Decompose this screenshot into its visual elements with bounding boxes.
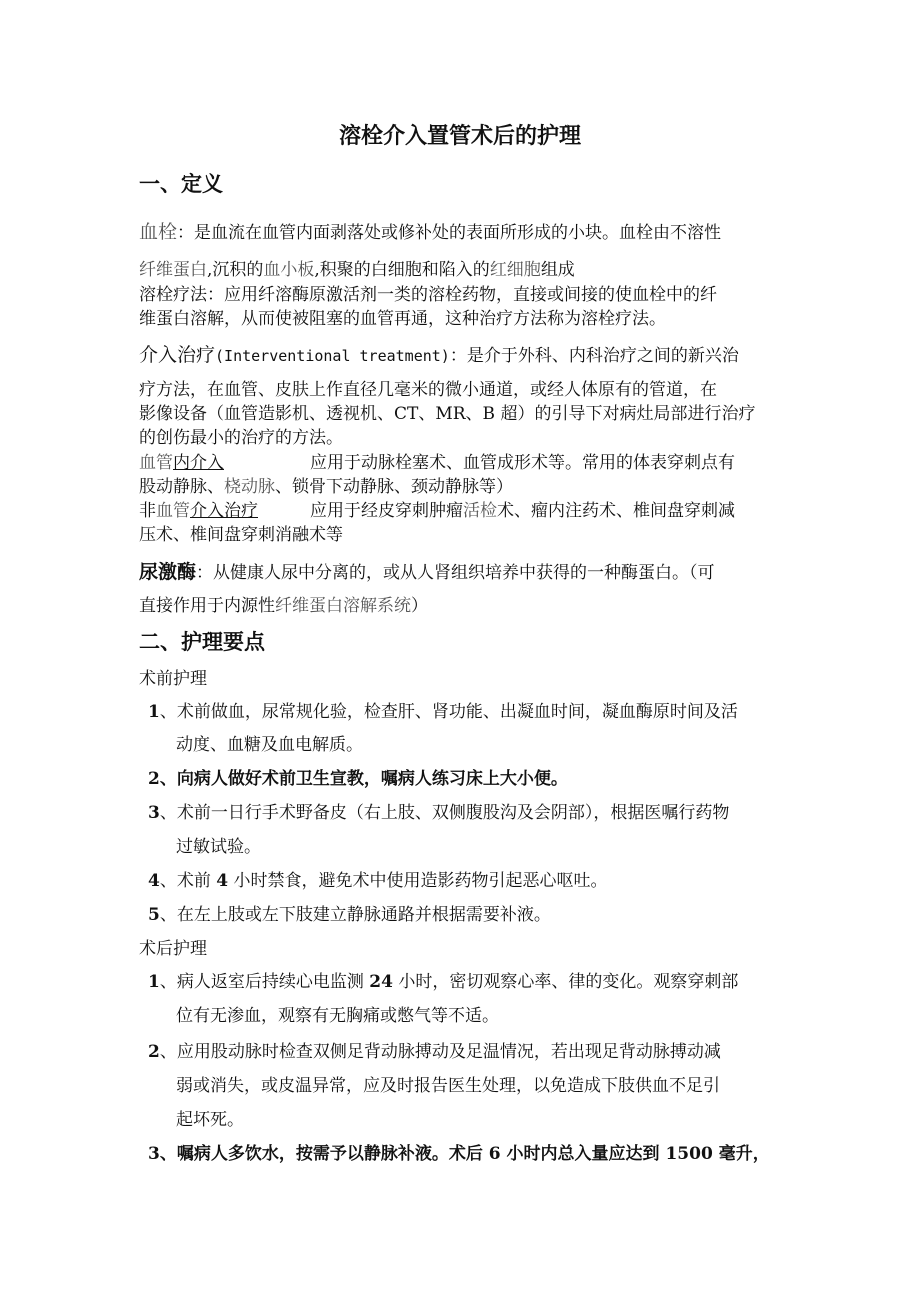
interventional-english: (Interventional treatment) — [215, 347, 450, 365]
term-biopsy: 活检 — [463, 501, 497, 521]
item-number: 3 — [148, 803, 160, 823]
preop-item-4 — [148, 869, 608, 893]
thrombus-definition-line1 — [139, 220, 721, 245]
preop-item-3-cont: 过敏试验。 — [176, 837, 261, 857]
preop-label: 术前护理 — [139, 669, 207, 689]
preop-item-5 — [148, 903, 551, 927]
item-number: 1 — [148, 972, 160, 992]
interventional-line1 — [139, 343, 739, 368]
preop-item-3 — [148, 801, 729, 825]
item-number: 4 — [148, 871, 160, 891]
item-hours: 24 — [369, 972, 393, 992]
thrombus-text-1: ：是血流在血管内面剥落处或修补处的表面所形成的小块。血栓由不溶性 — [177, 223, 722, 243]
term-platelet: 血小板 — [263, 260, 315, 280]
interventional-line3: 影像设备（血管造影机、透视机、CT、MR、B 超）的引导下对病灶局部进行治疗 — [139, 404, 756, 424]
postop-item-2-cont: 弱或消失，或皮温异常，应及时报告医生处理，以免造成下肢供血不足引 — [176, 1076, 720, 1096]
term-radial-artery: 桡动脉 — [224, 477, 275, 497]
postop-label: 术后护理 — [139, 939, 207, 959]
nonvascular-prefix2: 血管 — [156, 501, 190, 521]
item-number: 2 — [148, 1042, 160, 1062]
thrombus-text-2b: ,沉积的 — [207, 260, 264, 280]
item-text: 、术前一日行手术野备皮（右上肢、双侧腹股沟及会阴部），根据医嘱行药物 — [159, 803, 730, 823]
urokinase-text-2c: ） — [411, 596, 428, 616]
thrombolysis-line1: 溶栓疗法：应用纤溶酶原激活剂一类的溶栓药物，直接或间接的使血栓中的纤 — [139, 285, 717, 305]
item-volume: 1500 — [665, 1144, 713, 1164]
item-text: 、应用股动脉时检查双侧足背动脉搏动及足温情况，若出现足背动脉搏动减 — [159, 1042, 721, 1062]
item-number: 2 — [148, 769, 160, 789]
item-text-b: 小时禁食，避免术中使用造影药物引起恶心呕吐。 — [228, 871, 608, 891]
item-number: 5 — [148, 905, 160, 925]
urokinase-text-2a: 直接作用于内源性 — [139, 596, 275, 616]
page-title: 溶栓介入置管术后的护理 — [338, 123, 581, 149]
vascular-text-1: 应用于动脉栓塞术、血管成形术等。常用的体表穿刺点有 — [310, 453, 735, 473]
vascular-text-2c: 、锁骨下动静脉、颈动静脉等） — [275, 477, 513, 497]
urokinase-line1 — [139, 560, 715, 585]
interventional-line2: 疗方法，在血管、皮肤上作直径几毫米的微小通道，或经人体原有的管道，在 — [139, 380, 717, 400]
preop-item-1 — [148, 700, 738, 724]
item-text: 、向病人做好术前卫生宣教，嘱病人练习床上大小便。 — [159, 769, 568, 789]
item-text-c: 毫升， — [712, 1144, 770, 1164]
interventional-text-1: ：是介于外科、内科治疗之间的新兴治 — [449, 346, 739, 366]
postop-item-1-cont: 位有无渗血，观察有无胸痛或憋气等不适。 — [176, 1006, 499, 1026]
postop-item-2 — [148, 1040, 721, 1064]
nonvascular-prefix: 非 — [139, 501, 156, 521]
postop-item-2-cont2: 起坏死。 — [176, 1110, 244, 1130]
postop-item-1 — [148, 970, 738, 994]
postop-item-3 — [148, 1142, 770, 1166]
item-number: 1 — [148, 702, 160, 722]
term-fibrin: 纤维蛋白 — [139, 260, 207, 280]
item-text-b: 小时内总入量应达到 — [500, 1144, 666, 1164]
nonvascular-line1 — [139, 499, 258, 523]
term-fibrinolytic-system: 纤维蛋白溶解系统 — [275, 596, 411, 616]
section2-heading: 二、护理要点 — [139, 629, 265, 654]
item-text-b: 小时，密切观察心率、律的变化。观察穿刺部 — [392, 972, 739, 992]
nonvascular-line2: 压术、椎间盘穿刺消融术等 — [139, 525, 343, 545]
item-text: 、术前 — [159, 871, 217, 891]
item-text: 、病人返室后持续心电监测 — [159, 972, 370, 992]
item-text: 、在左上肢或左下肢建立静脉通路并根据需要补液。 — [159, 905, 551, 925]
vascular-line1 — [139, 451, 241, 475]
item-hours: 4 — [216, 871, 229, 891]
preop-item-2 — [148, 767, 568, 791]
interventional-term: 介入治疗 — [139, 344, 216, 366]
item-hours: 6 — [488, 1144, 501, 1164]
term-erythrocyte: 红细胞 — [489, 260, 541, 280]
urokinase-line2 — [139, 594, 428, 618]
interventional-line4: 的创伤最小的治疗的方法。 — [139, 428, 343, 448]
nonvascular-label: 介入治疗 — [190, 501, 258, 521]
item-text: 、术前做血，尿常规化验，检查肝、肾功能、出凝血时间，凝血酶原时间及活 — [159, 702, 738, 722]
preop-item-1-cont: 动度、血糖及血电解质。 — [176, 735, 363, 755]
vascular-text-2a: 股动静脉、 — [139, 477, 224, 497]
nonvascular-text-1 — [310, 499, 735, 523]
vascular-label: 内介入 — [173, 453, 224, 473]
thrombus-term: 血栓 — [139, 221, 178, 243]
thrombus-definition-line2 — [139, 258, 575, 282]
section1-heading: 一、定义 — [139, 171, 223, 196]
vascular-prefix: 血管 — [139, 453, 173, 473]
nonvascular-text-1a: 应用于经皮穿刺肿瘤 — [310, 501, 463, 521]
item-number: 3 — [148, 1144, 160, 1164]
urokinase-text-1: ：从健康人尿中分离的，或从人肾组织培养中获得的一种酶蛋白。（可 — [196, 563, 715, 583]
item-text: 、嘱病人多饮水，按需予以静脉补液。术后 — [159, 1144, 489, 1164]
urokinase-term: 尿激酶 — [139, 561, 197, 583]
thrombus-text-2f: 组成 — [540, 260, 575, 280]
thrombus-text-2d: ,积聚的白细胞和陷入的 — [314, 260, 490, 280]
nonvascular-text-1c: 术、瘤内注药术、椎间盘穿刺减 — [497, 501, 735, 521]
thrombolysis-line2: 维蛋白溶解，从而使被阻塞的血管再通，这种治疗方法称为溶栓疗法。 — [139, 309, 666, 329]
vascular-line2 — [139, 475, 513, 499]
